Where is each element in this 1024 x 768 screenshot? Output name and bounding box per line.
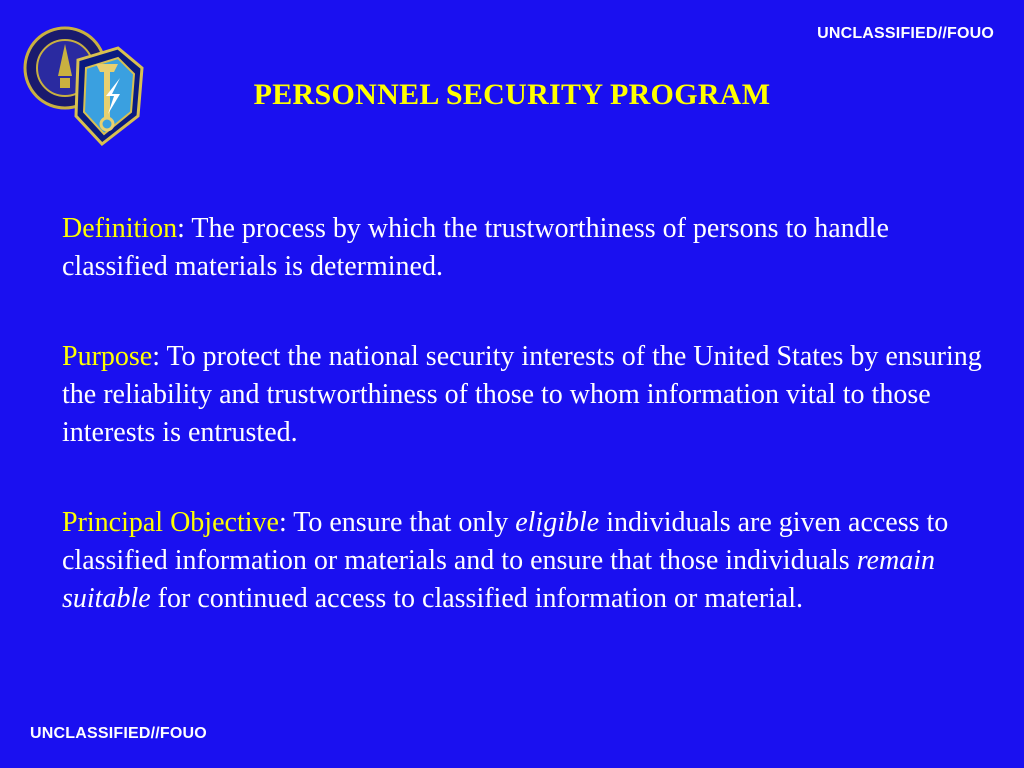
slide-title: PERSONNEL SECURITY PROGRAM [253,78,771,111]
classification-banner-bottom: UNCLASSIFIED//FOUO [30,725,207,742]
principal-objective-emphasis-eligible: eligible [515,507,600,538]
purpose-text: : To protect the national security interests of the United States by ensuring the reliability and trustworthiness of those to whom information vital to those interests is entrusted. [62,341,982,448]
definition-text: : The process by which the trustworthiness of persons to handle classified materials is determined. [62,213,889,282]
purpose-term: Purpose [62,341,153,372]
classification-banner-top: UNCLASSIFIED//FOUO [817,25,994,42]
slide-body [62,210,982,642]
definition-term: Definition [62,213,178,244]
purpose-paragraph [62,338,982,452]
principal-objective-term: Principal Objective [62,507,279,538]
principal-objective-paragraph [62,504,982,618]
principal-objective-text-2: individuals are given access to classified information or materials and to ensure that those individuals [62,507,949,576]
principal-objective-emphasis-remain-suitable: remain suitable [62,545,935,614]
definition-paragraph [62,210,982,286]
principal-objective-text-3: for continued access to classified information or material. [150,583,803,614]
principal-objective-text-1: : To ensure that only [278,507,516,538]
